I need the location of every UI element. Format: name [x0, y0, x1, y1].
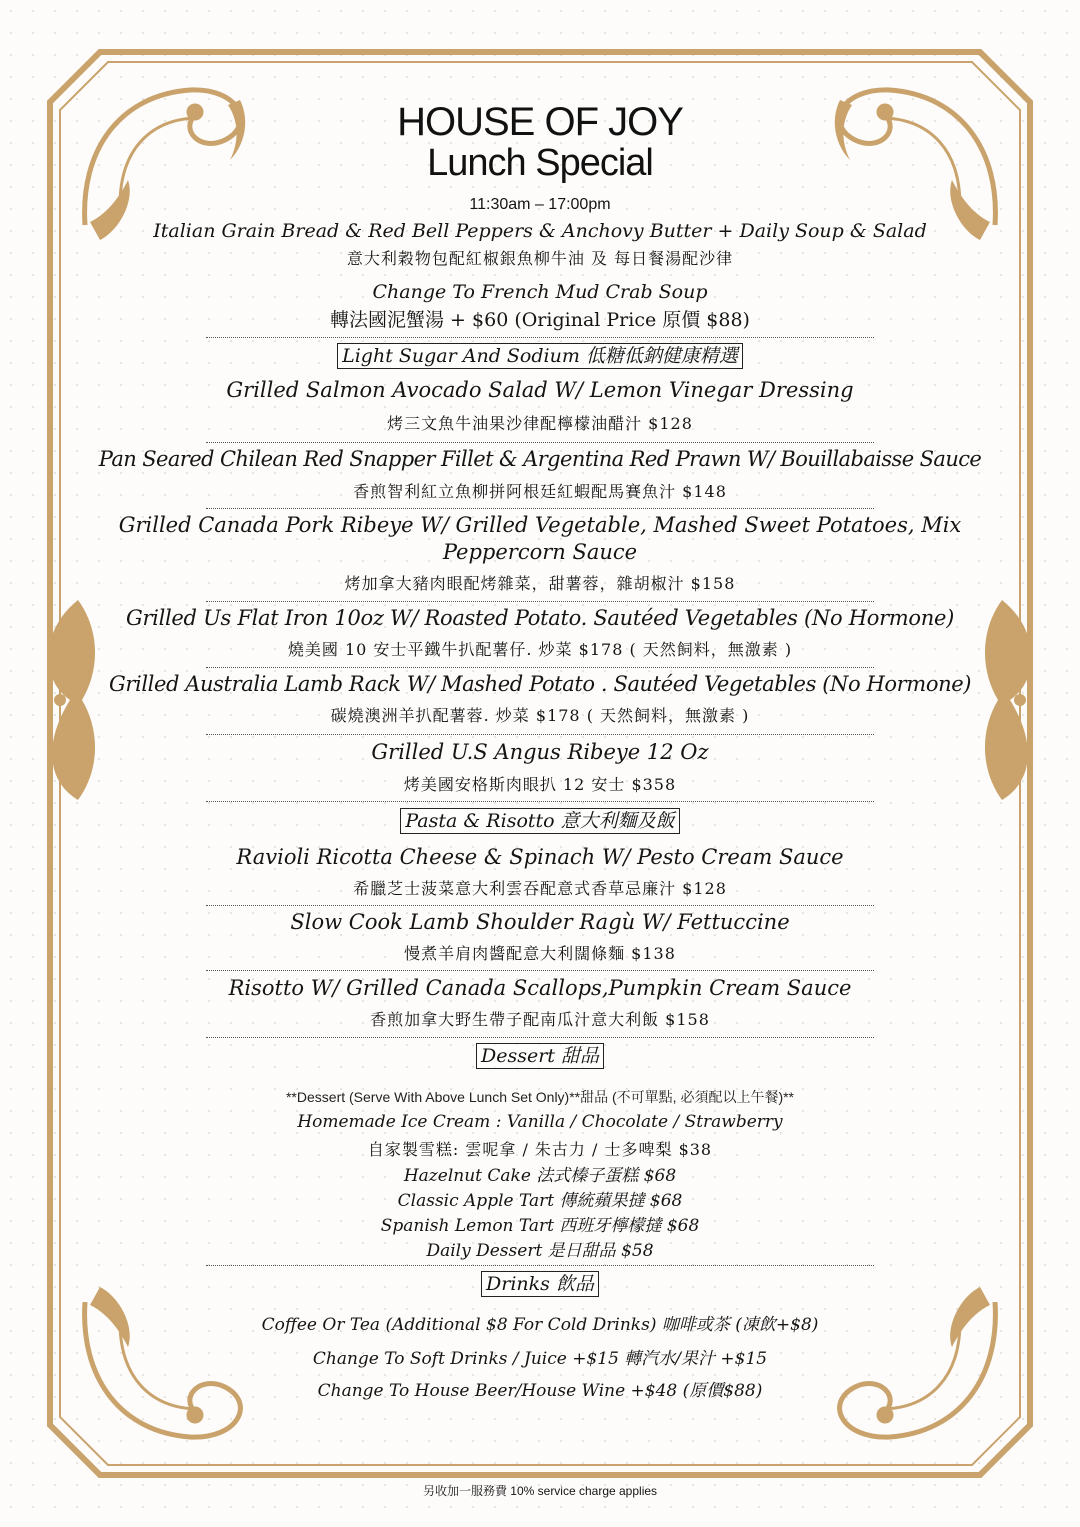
pasta-3-zh: 香煎加拿大野生帶子配南瓜汁意大利飯 $158: [370, 1010, 710, 1029]
pasta-1-zh: 希臘芝士菠菜意大利雲吞配意式香草忌廉汁 $128: [353, 879, 727, 898]
pasta-2-en: Slow Cook Lamb Shoulder Ragù W/ Fettuccine: [290, 910, 790, 934]
main-4-zh: 燒美國 10 安士平鐵牛扒配薯仔. 炒菜 $178 ( 天然飼料，無激素 ): [287, 640, 793, 659]
section-light-label: Light Sugar And Sodium 低糖低鈉健康精選: [337, 343, 743, 369]
divider: [206, 601, 874, 602]
section-dessert-label: Dessert 甜品: [476, 1043, 604, 1069]
dessert-ice-cream-zh: 自家製雪糕: 雲呢拿 / 朱古力 / 士多啤梨 $38: [367, 1140, 713, 1159]
drinks-beer-wine: Change To House Beer/House Wine +$48 (原價$88): [317, 1381, 763, 1401]
main-1-zh: 烤三文魚牛油果沙律配檸檬油醋汁 $128: [387, 414, 693, 433]
pasta-3-en: Risotto W/ Grilled Canada Scallops,Pumpkin Cream Sauce: [228, 976, 852, 1000]
divider: [206, 734, 874, 735]
dessert-lemon-tart: Spanish Lemon Tart 西班牙檸檬撻 $68: [380, 1216, 700, 1236]
main-2-zh: 香煎智利紅立魚柳拼阿根廷紅蝦配馬賽魚汁 $148: [353, 482, 727, 501]
section-drinks: [0, 1271, 1080, 1297]
menu-subtitle: Lunch Special: [427, 142, 653, 184]
main-3-zh: 烤加拿大豬肉眼配烤雜菜，甜薯蓉，雜胡椒汁 $158: [344, 574, 736, 593]
main-2-en: Pan Seared Chilean Red Snapper Fillet & Argentina Red Prawn W/ Bouillabaisse Sauce: [98, 447, 982, 471]
main-3-en: Grilled Canada Pork Ribeye W/ Grilled Vegetable, Mashed Sweet Potatoes, Mix: [118, 513, 962, 537]
divider: [206, 801, 874, 802]
divider: [206, 667, 874, 668]
section-dessert: [0, 1043, 1080, 1069]
divider: [206, 1037, 874, 1038]
section-drinks-label: Drinks 飲品: [481, 1271, 599, 1297]
service-hours: 11:30am – 17:00pm: [469, 196, 611, 213]
divider: [206, 442, 874, 443]
drinks-coffee-tea: Coffee Or Tea (Additional $8 For Cold Drinks) 咖啡或茶 (凍飲+$8): [261, 1315, 819, 1335]
main-1-en: Grilled Salmon Avocado Salad W/ Lemon Vinegar Dressing: [226, 378, 854, 402]
divider: [206, 1265, 874, 1266]
dessert-apple-tart: Classic Apple Tart 傳統蘋果撻 $68: [397, 1191, 683, 1211]
main-6-en: Grilled U.S Angus Ribeye 12 Oz: [371, 740, 709, 764]
divider: [206, 905, 874, 906]
dessert-hazelnut: Hazelnut Cake 法式榛子蛋糕 $68: [403, 1166, 677, 1186]
soup-upgrade-zh: 轉法國泥蟹湯 + $60 (Original Price 原價 $88): [330, 309, 750, 331]
soup-upgrade-en: Change To French Mud Crab Soup: [372, 281, 708, 303]
pasta-1-en: Ravioli Ricotta Cheese & Spinach W/ Pesto Cream Sauce: [236, 845, 844, 869]
divider: [206, 970, 874, 971]
set-intro-zh: 意大利穀物包配紅椒銀魚柳牛油 及 每日餐湯配沙律: [346, 249, 734, 268]
divider: [206, 508, 874, 509]
main-3-en-line2: Peppercorn Sauce: [442, 540, 638, 564]
divider: [206, 337, 874, 338]
service-charge-note: 另收加一服務費 10% service charge applies: [422, 1484, 658, 1498]
section-pasta-label: Pasta & Risotto 意大利麵及飯: [400, 808, 679, 834]
main-5-en: Grilled Australia Lamb Rack W/ Mashed Potato . Sautéed Vegetables (No Hormone): [108, 672, 972, 696]
side-flourish-right: [985, 600, 1032, 800]
set-intro-en: Italian Grain Bread & Red Bell Peppers & Anchovy Butter + Daily Soup & Salad: [153, 220, 927, 242]
main-6-zh: 烤美國安格斯肉眼扒 12 安士 $358: [403, 775, 677, 794]
side-flourish-left: [48, 600, 95, 800]
pasta-2-zh: 慢煮羊肩肉醬配意大利闊條麵 $138: [404, 944, 676, 963]
dessert-note: **Dessert (Serve With Above Lunch Set Only)**甜品 (不可單點, 必須配以上午餐)**: [285, 1089, 795, 1105]
dessert-daily: Daily Dessert 是日甜品 $58: [426, 1241, 654, 1261]
main-4-en: Grilled Us Flat Iron 10oz W/ Roasted Potato. Sautéed Vegetables (No Hormone): [125, 606, 955, 630]
section-pasta: [0, 808, 1080, 834]
dessert-ice-cream-en: Homemade Ice Cream : Vanilla / Chocolate / Strawberry: [297, 1112, 783, 1132]
restaurant-title: HOUSE OF JOY: [397, 100, 683, 144]
main-5-zh: 碳燒澳洲羊扒配薯蓉. 炒菜 $178 ( 天然飼料，無激素 ): [330, 706, 750, 725]
drinks-soft-drinks: Change To Soft Drinks / Juice +$15 轉汽水/果汁 +$15: [312, 1349, 768, 1369]
section-light: [0, 343, 1080, 369]
